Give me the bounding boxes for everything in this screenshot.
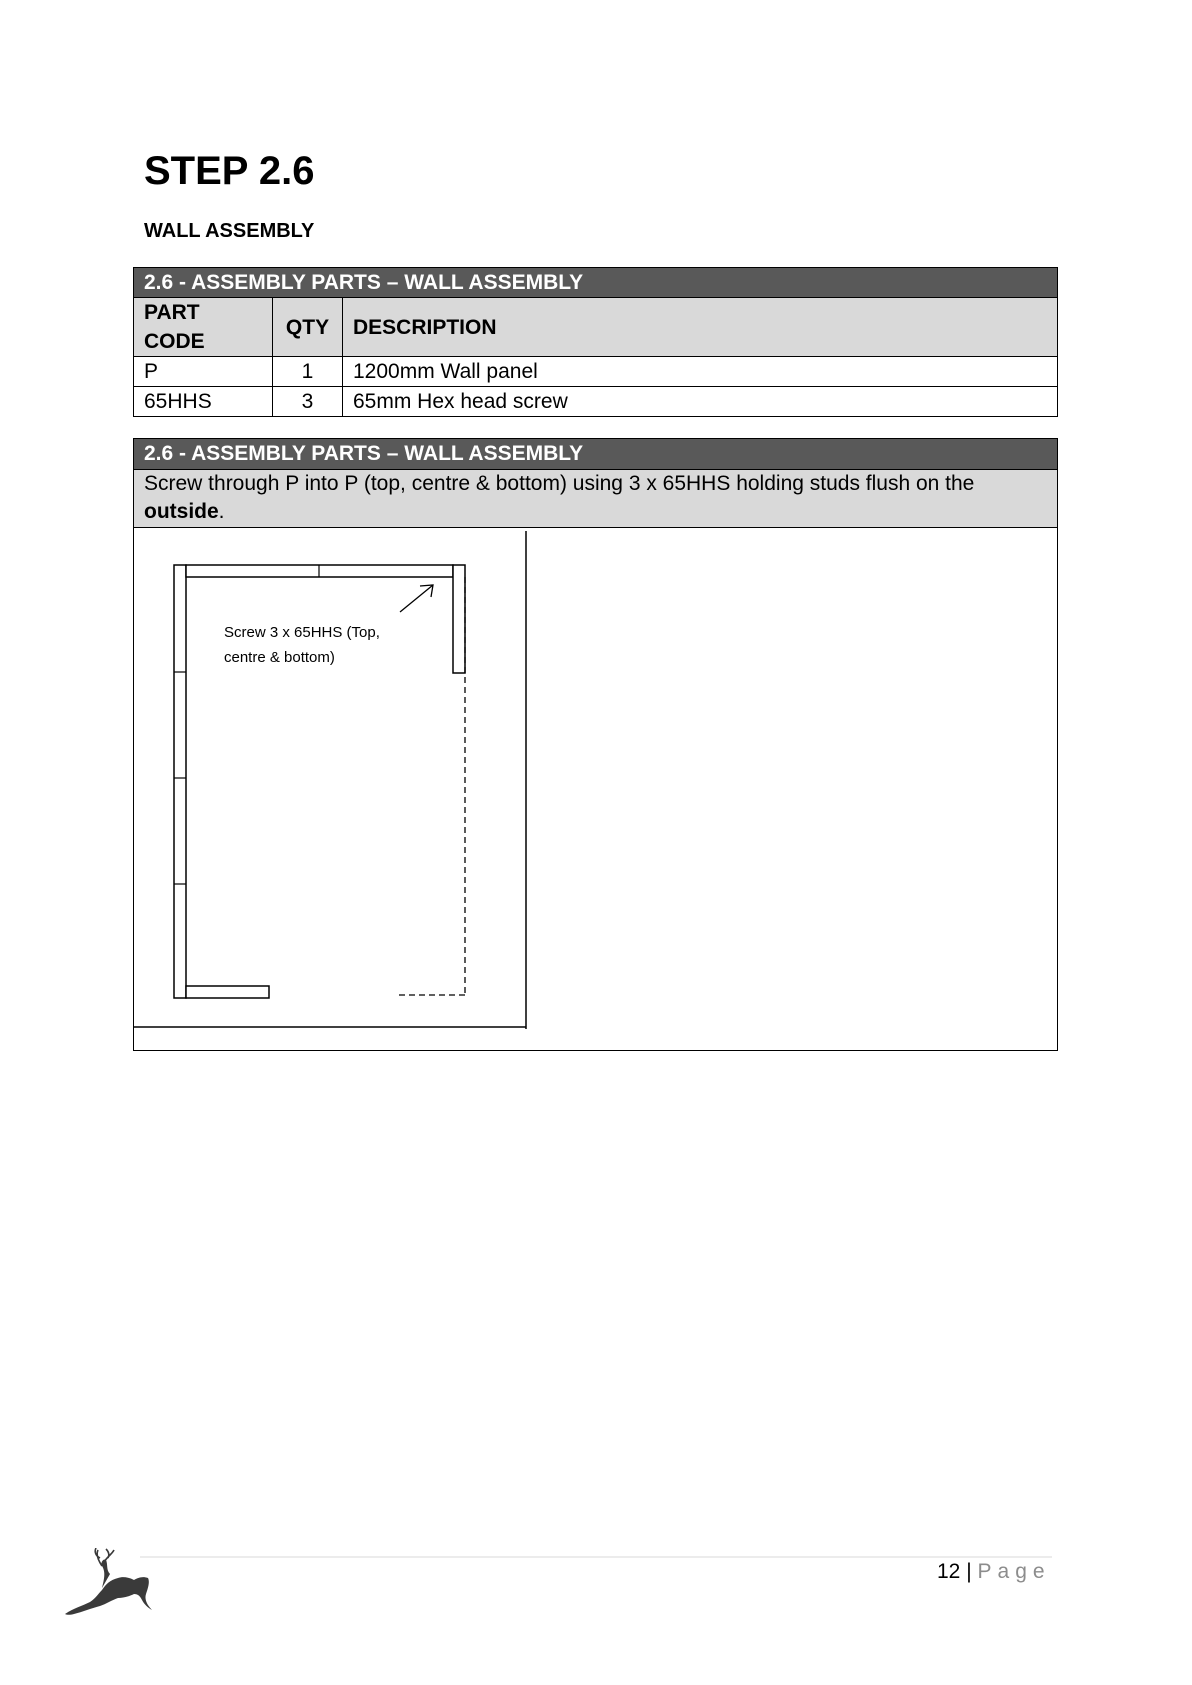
instruction-box	[133, 438, 1058, 1051]
part-code-cell: 65HHS	[134, 387, 273, 417]
table-row	[134, 357, 1058, 387]
col-header-description: DESCRIPTION	[343, 298, 1058, 357]
footer-rule	[140, 1556, 1052, 1558]
qty-cell: 1	[273, 357, 343, 387]
bottom-wall-panel	[186, 986, 269, 998]
description-cell: 1200mm Wall panel	[343, 357, 1058, 387]
page-number-value: 12	[937, 1560, 961, 1583]
page-separator: |	[966, 1560, 972, 1583]
parts-table-banner: 2.6 - ASSEMBLY PARTS – WALL ASSEMBLY	[134, 268, 1058, 298]
part-code-cell: P	[134, 357, 273, 387]
parts-table	[133, 267, 1058, 417]
description-cell: 65mm Hex head screw	[343, 387, 1058, 417]
col-header-qty: QTY	[273, 298, 343, 357]
leaping-stag-logo	[62, 1548, 162, 1618]
page-number	[937, 1560, 1051, 1584]
arrow-icon	[400, 585, 433, 612]
col-header-part-code: PART CODE	[134, 298, 273, 357]
parts-table-header-row	[134, 298, 1058, 357]
wall-assembly-diagram	[134, 439, 1057, 1050]
page-word: Page	[977, 1560, 1051, 1583]
qty-cell: 3	[273, 387, 343, 417]
diagram-label-line2: centre & bottom)	[224, 649, 335, 666]
left-wall-panel	[174, 565, 186, 998]
instruction-text-main: Screw through P into P (top, centre & bottom) using 3 x 65HHS holding studs flush on the	[144, 472, 975, 495]
instruction-banner: 2.6 - ASSEMBLY PARTS – WALL ASSEMBLY	[134, 439, 1057, 470]
step-subtitle: WALL ASSEMBLY	[144, 220, 315, 242]
step-title: STEP 2.6	[144, 149, 315, 193]
table-row	[134, 387, 1058, 417]
instruction-text-end: .	[218, 500, 225, 523]
parts-table-banner-row	[134, 268, 1058, 298]
right-wall-panel	[453, 565, 465, 673]
diagram-label-line1: Screw 3 x 65HHS (Top,	[224, 624, 380, 641]
instruction-text-bold: outside	[144, 500, 219, 523]
